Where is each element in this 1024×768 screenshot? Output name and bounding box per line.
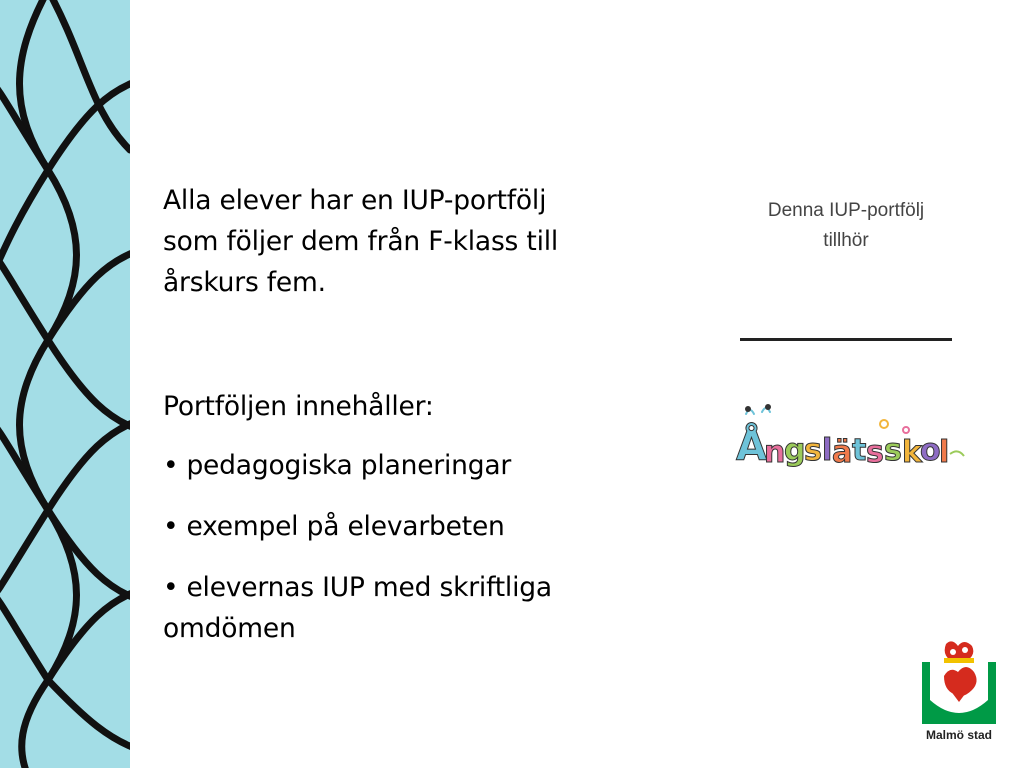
svg-text:s: s <box>866 435 884 470</box>
city-name: Malmö stad <box>925 728 992 742</box>
contents-section <box>163 386 683 669</box>
owner-name-line <box>740 338 952 341</box>
svg-text:l: l <box>822 433 833 468</box>
bullet-icon: • <box>163 450 179 481</box>
bullet-icon: • <box>163 572 179 603</box>
list-item <box>163 445 683 486</box>
owner-label-line: tillhör <box>823 230 869 251</box>
svg-text:t: t <box>852 433 867 468</box>
owner-label-line: Denna IUP-portfölj <box>767 200 925 221</box>
intro-line: som följer dem från F-klass till <box>163 226 559 257</box>
list-item-text: elevernas IUP med skriftliga omdömen <box>163 572 552 644</box>
bullet-icon: • <box>163 511 179 542</box>
net-pattern <box>0 0 130 768</box>
svg-text:l: l <box>939 435 950 470</box>
svg-text:n: n <box>764 435 786 470</box>
svg-text:s: s <box>884 433 902 468</box>
list-item <box>163 567 683 649</box>
intro-line: Alla elever har en IUP-portfölj <box>163 185 547 216</box>
svg-text:g: g <box>784 433 806 468</box>
svg-text:s: s <box>804 433 822 468</box>
svg-text:Å: Å <box>736 424 767 470</box>
city-logo <box>918 640 1000 748</box>
svg-text:o: o <box>920 433 941 468</box>
school-logo <box>734 400 966 484</box>
intro-paragraph <box>163 180 683 303</box>
contents-heading: Portföljen innehåller: <box>163 391 434 422</box>
list-item <box>163 506 683 547</box>
list-item-text: pedagogiska planeringar <box>186 450 512 481</box>
side-band <box>0 0 130 768</box>
svg-text:k: k <box>902 435 922 470</box>
list-item-text: exempel på elevarbeten <box>186 511 505 542</box>
svg-text:ä: ä <box>832 435 853 470</box>
owner-label <box>740 196 952 256</box>
crest-icon <box>920 640 998 726</box>
contents-list <box>163 445 683 649</box>
intro-line: årskurs fem. <box>163 267 326 298</box>
